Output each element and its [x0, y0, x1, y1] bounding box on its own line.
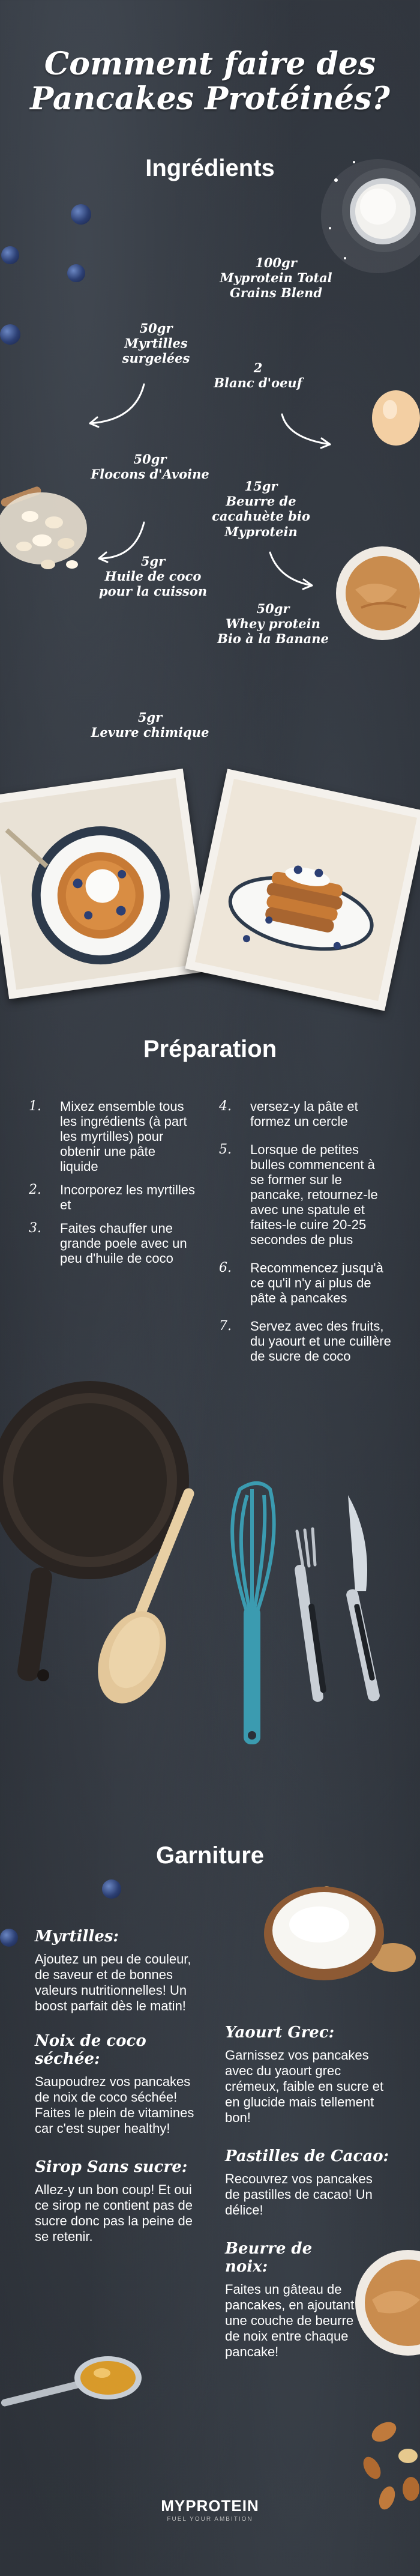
steps-column-right: [219, 1099, 399, 1364]
step-item: 3. Faites chauffer une grande poele avec un peu d'huile de coco: [29, 1221, 187, 1266]
garniture-column-left: [35, 1927, 200, 2245]
steps-column-left: [29, 1099, 203, 1266]
step-item: 4. versez-y la pâte et formez un cercle: [219, 1099, 358, 1129]
ingredient-oats: 50gr Flocons d'Avoine: [91, 452, 209, 482]
ingredient-grains: 100gr Myprotein Total Grains Blend: [220, 255, 332, 301]
garniture-item: Yaourt Grec: Garnissez vos pancakes avec du yaourt grec crémeux, faible en sucre et en glucide mais tellement bon!: [225, 2024, 384, 2125]
arrow-icon: [99, 522, 144, 558]
egg-image: [367, 384, 420, 450]
garniture-item: Beurre de noix: Faites un gâteau de pancakes, en ajoutant une couche de beurre de noix entre chaque pancake!: [225, 2240, 355, 2359]
arrow-icon: [90, 384, 144, 423]
step-item: 5. Lorsque de petites bulles commencent à se former sur le pancake, retournez-le avec une spatule et faites-le cuire 20-25 secondes de plus: [219, 1142, 378, 1247]
blueberry-image: [1, 246, 19, 264]
ingredient-coconut-oil: 5gr Huile de coco pour la cuisson: [98, 554, 208, 599]
honey-spoon-image: [0, 2348, 144, 2420]
peanut-butter-image: [331, 542, 420, 649]
blueberry-image: [67, 264, 85, 282]
ingredient-whey: 50gr Whey protein Bio à la Banane: [217, 601, 329, 647]
ingredient-egg-white: 2 Blanc d'oeuf: [214, 360, 302, 391]
pancake-photo-1: [0, 769, 211, 999]
garniture-column-right: [225, 2024, 390, 2360]
ingredient-baking-powder: 5gr Levure chimique: [91, 710, 209, 740]
garniture-heading: Garniture: [155, 1842, 265, 1869]
footer-tagline: FUEL YOUR AMBITION: [167, 2516, 253, 2523]
title-line-1: Comment faire des: [44, 46, 376, 82]
blueberry-image: [71, 204, 91, 225]
garniture-item: Sirop Sans sucre: Allez-y un bon coup! Et oui ce sirop ne contient pas de sucre donc pas la peine de se retenir.: [35, 2158, 193, 2244]
pancake-photo-2: [185, 769, 420, 1011]
myprotein-logo: MYPROTEIN: [161, 2497, 259, 2515]
title-line-2: Pancakes Protéinés?: [30, 80, 390, 117]
blueberry-image: [0, 324, 20, 345]
step-item: 2. Incorporez les myrtilles et: [29, 1182, 195, 1212]
step-item: 6. Recommencez jusqu'à ce qu'il n'y ai plus de pâte à pancakes: [219, 1260, 383, 1305]
blueberry-image: [102, 1879, 121, 1899]
garniture-item: Pastilles de Cacao: Recouvrez vos pancakes de pastilles de cacao! Un délice!: [225, 2147, 389, 2218]
yogurt-bowl-image: [264, 1873, 420, 1982]
step-item: 7. Servez avec des fruits, du yaourt et une cuillère de sucre de coco: [219, 1319, 391, 1364]
blueberry-image: [0, 1929, 18, 1947]
step-item: 1. Mixez ensemble tous les ingrédients (à part les myrtilles) pour obtenir une pâte liquide: [29, 1099, 187, 1174]
whisk-icon: [232, 1483, 274, 1744]
preparation-heading: Préparation: [143, 1036, 277, 1062]
arrow-icon: [282, 414, 330, 444]
ingredient-peanut-butter: 15gr Beurre de cacahuète bio Myprotein: [212, 479, 310, 539]
utensils-image: [0, 1375, 420, 1807]
ingredients-heading: Ingrédients: [145, 155, 275, 181]
page-title: [0, 47, 420, 116]
garniture-item: Noix de coco séchée: Saupoudrez vos pancakes de noix de coco séchée! Faites le plein de vitamines car c'est super healthy!: [35, 2032, 194, 2136]
ingredient-blueberries: 50gr Myrtilles surgelées: [122, 321, 190, 366]
arrow-icon: [270, 552, 312, 585]
garniture-item: Myrtilles: Ajoutez un peu de couleur, de saveur et de bonnes valeurs nutritionnelles! Un boost parfait dès le matin!: [35, 1927, 191, 2013]
knife-icon: [345, 1495, 380, 1702]
oats-spoon-image: [0, 474, 102, 588]
fork-icon: [294, 1529, 326, 1702]
